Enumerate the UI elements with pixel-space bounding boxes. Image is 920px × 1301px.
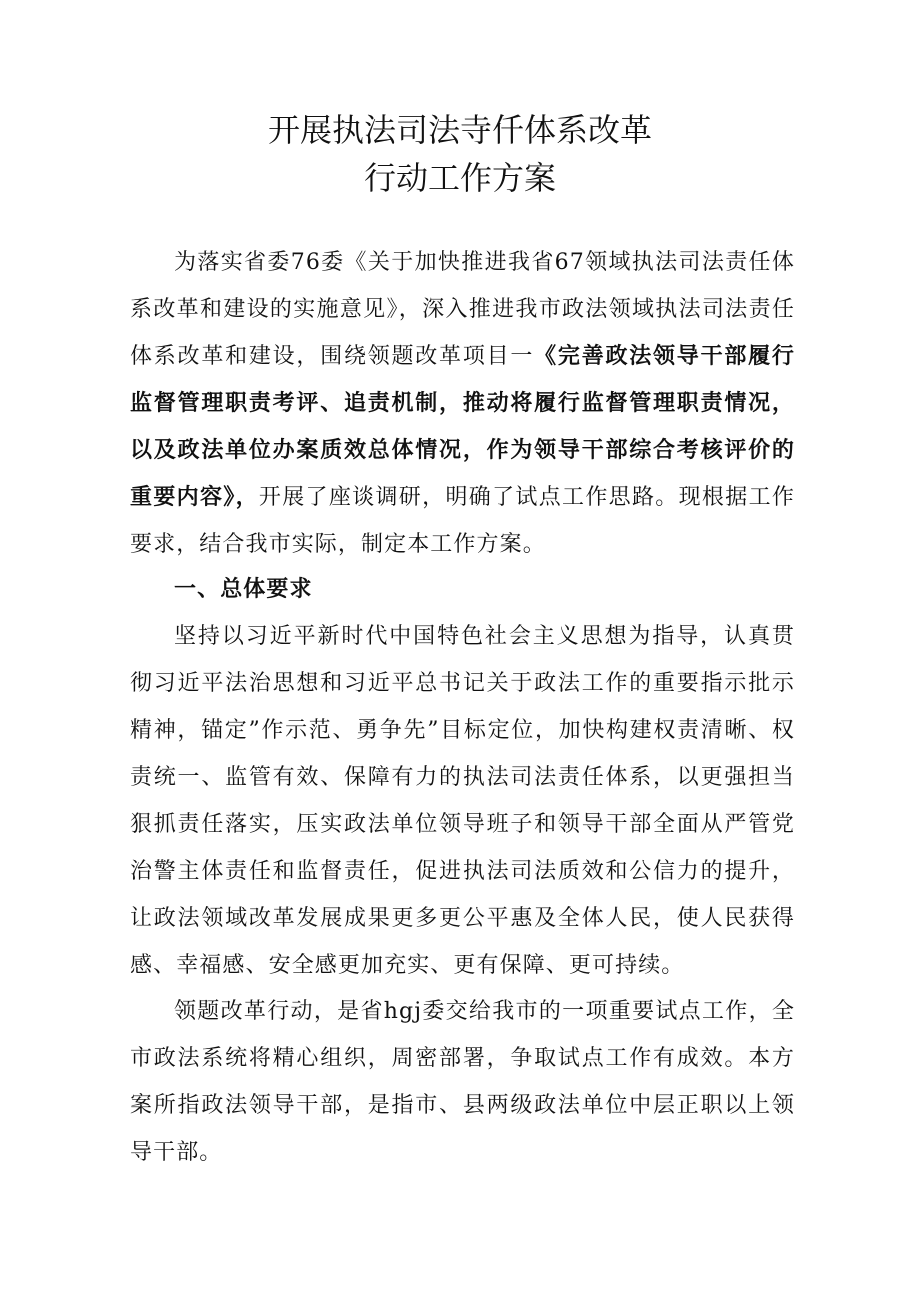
paragraph-pilot-scope: 领题改革行动，是省hgj委交给我市的一项重要试点工作，全市政法系统将精心组织，周密部署，争取试点工作有成效。本方案所指政法领导干部，是指市、县两级政法单位中层正职以上领导干部。	[130, 999, 795, 1165]
section-heading-general-requirements: 一、总体要求	[174, 576, 313, 602]
intro-project-title: 《完善政法领导干部履行监督管理职责考评、追责机制，推动将履行监督管理职责情况，以及政法单位办案质效总体情况，作为领导干部综合考核评价的重要内容》，	[130, 343, 795, 510]
paragraph-intro	[130, 239, 795, 568]
intro-text-end: 开展了座谈调研，明确了试点工作思路。现根据工作要求，结合我市实际，制定本工作方案。	[130, 485, 795, 557]
paragraph-guiding-principles: 坚持以习近平新时代中国特色社会主义思想为指导，认真贯彻习近平法治思想和习近平总书记关于政法工作的重要指示批示精神，锚定”作示范、勇争先”目标定位，加快构建权责清晰、权责统一、监管有效、保障有力的执法司法责任体系，以更强担当狠抓责任落实，压实政法单位领导班子和领导干部全面从严管党治警主体责任和监督责任，促进执法司法质效和公信力的提升，让政法领域改革发展成果更多更公平惠及全体人民，使人民获得感、幸福感、安全感更加充实、更有保障、更可持续。	[130, 624, 795, 978]
document-title-line2: 行动工作方案	[363, 159, 556, 197]
intro-text-start: 为落实省委76委《关于加快推进我省67领域执法司法责任体系改革和建设的实施意见》，深入推进我市政法领域执法司法责任体系改革和建设，围绕领题改革项目一	[130, 250, 795, 369]
document-title-line1: 开展执法司法寺仟体系改革	[267, 111, 652, 149]
